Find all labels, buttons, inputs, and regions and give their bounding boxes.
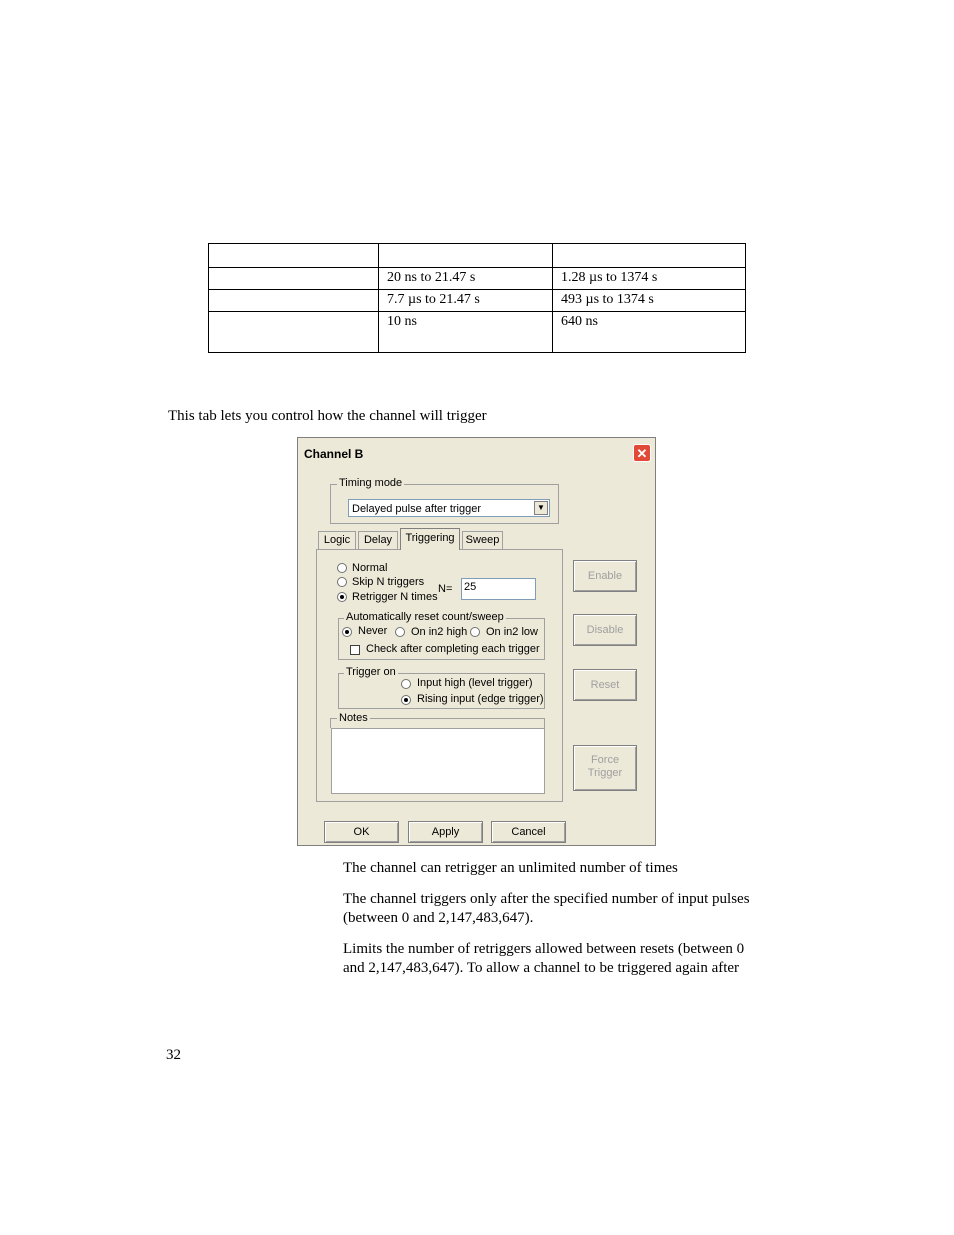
description-3: Limits the number of retriggers allowed between resets (between 0 and 2,147,483,647). To allow a channel to be triggered again after [343, 941, 745, 976]
close-button[interactable]: ✕ [633, 444, 651, 462]
table-cell [553, 244, 746, 268]
n-label: N= [438, 583, 453, 595]
radio-in2-high-label: On in2 high [411, 626, 468, 638]
n-value: 25 [464, 581, 477, 593]
radio-skip-n-label: Skip N triggers [352, 576, 425, 588]
radio-rising-input[interactable] [401, 695, 411, 705]
table-cell: 493 µs to 1374 s [553, 290, 746, 312]
radio-normal[interactable] [337, 563, 347, 573]
table-cell [209, 268, 379, 290]
radio-never[interactable] [342, 627, 352, 637]
radio-retrigger-n-label: Retrigger N times [352, 591, 438, 603]
table-row [209, 268, 746, 290]
timing-mode-select[interactable] [348, 499, 550, 517]
enable-button[interactable]: Enable [573, 560, 637, 592]
radio-normal-label: Normal [352, 562, 388, 574]
description-1: The channel can retrigger an unlimited number of times [343, 860, 678, 876]
channel-dialog [297, 437, 656, 846]
radio-skip-n[interactable] [337, 577, 347, 587]
table-cell [209, 312, 379, 353]
table-row [209, 290, 746, 312]
auto-reset-label: Automatically reset count/sweep [346, 611, 504, 623]
table-cell: 7.7 µs to 21.47 s [379, 290, 553, 312]
dialog-titlebar [298, 438, 655, 466]
table-cell: 20 ns to 21.47 s [379, 268, 553, 290]
timing-mode-value: Delayed pulse after trigger [352, 503, 482, 515]
chevron-down-icon[interactable]: ▼ [534, 501, 548, 515]
table-cell: 640 ns [553, 312, 746, 353]
radio-in2-high[interactable] [395, 627, 405, 637]
page-number: 32 [166, 1047, 181, 1063]
table-cell [209, 244, 379, 268]
radio-retrigger-n[interactable] [337, 592, 347, 602]
tab-sweep[interactable]: Sweep [462, 531, 503, 549]
table-cell: 10 ns [379, 312, 553, 353]
force-trigger-button[interactable]: Force Trigger [573, 745, 637, 791]
trigger-on-label: Trigger on [346, 666, 396, 678]
table-row [209, 244, 746, 268]
notes-label: Notes [339, 712, 368, 724]
table-row [209, 312, 746, 353]
spec-table [208, 243, 746, 353]
radio-in2-low[interactable] [470, 627, 480, 637]
description-2: The channel triggers only after the specified number of input pulses (between 0 and 2,147,483,647). [343, 891, 750, 926]
cancel-button[interactable]: Cancel [491, 821, 566, 843]
check-after-trigger-label: Check after completing each trigger [366, 643, 540, 655]
timing-mode-label: Timing mode [339, 477, 403, 489]
notes-textarea[interactable] [331, 728, 545, 794]
intro-text: This tab lets you control how the channel will trigger [168, 408, 487, 424]
n-input[interactable] [461, 578, 536, 600]
radio-never-label: Never [358, 625, 388, 637]
tab-delay[interactable]: Delay [358, 531, 398, 549]
tab-logic[interactable]: Logic [318, 531, 356, 549]
radio-in2-low-label: On in2 low [486, 626, 538, 638]
check-after-trigger-checkbox[interactable] [350, 645, 360, 655]
disable-button[interactable]: Disable [573, 614, 637, 646]
radio-input-high[interactable] [401, 679, 411, 689]
ok-button[interactable]: OK [324, 821, 399, 843]
tab-triggering[interactable]: Triggering [400, 528, 460, 550]
radio-input-high-label: Input high (level trigger) [417, 677, 533, 689]
table-cell [379, 244, 553, 268]
dialog-title: Channel B [304, 447, 364, 461]
table-cell [209, 290, 379, 312]
radio-rising-input-label: Rising input (edge trigger) [417, 693, 544, 705]
reset-button[interactable]: Reset [573, 669, 637, 701]
apply-button[interactable]: Apply [408, 821, 483, 843]
table-cell: 1.28 µs to 1374 s [553, 268, 746, 290]
